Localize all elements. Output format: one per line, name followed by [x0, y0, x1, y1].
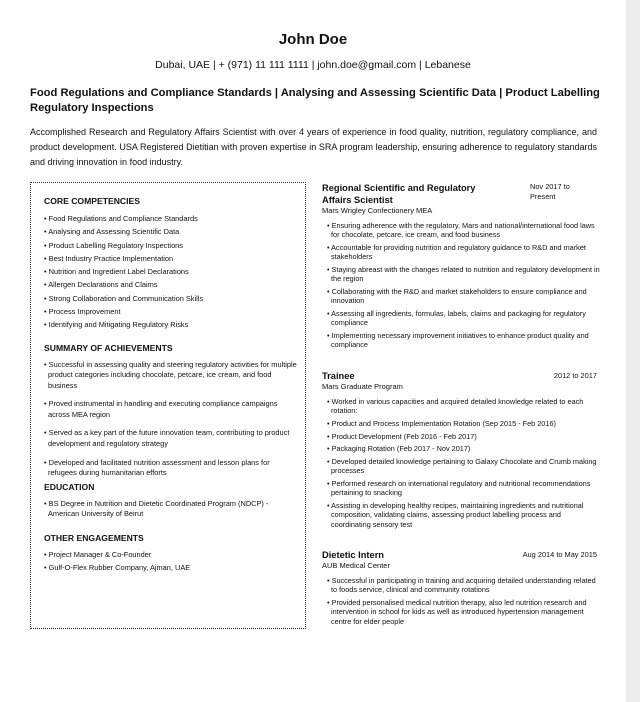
- contact-line: Dubai, UAE | + (971) 11 111 1111 | john.doe@gmail.com | Lebanese: [155, 59, 471, 71]
- list-item: • Process Improvement: [44, 307, 121, 317]
- job-organisation: Mars Graduate Program: [322, 382, 403, 391]
- list-item: • Nutrition and Ingredient Label Declarations: [44, 267, 189, 277]
- list-item: • Staying abreast with the changes related to nutrition and regulatory development in the region: [327, 264, 600, 284]
- education-list: [44, 499, 300, 523]
- list-item: • Successful in participating in training and acquiring detailed understanding related to foods service, clinical and community rotations: [327, 576, 596, 595]
- list-item: • Performed research on international regulatory and nutritional recommendations pertaining to snacking: [327, 479, 591, 498]
- core-competencies-list: [44, 214, 300, 334]
- summary-paragraph: Accomplished Research and Regulatory Affairs Scientist with over 4 years of experience in food quality, nutrition, regulatory compliance, and product development. USA Registered Dietitian with proven expertise in SRA program leadership, ensuring adherence to regulatory standards and driving innovation in food industry.: [30, 127, 597, 168]
- list-item: • Assisting in developing healthy recipes, maintaining ingredients and nutritional composition, validating claims, assessing product labelling process and coordinating sensory test: [327, 501, 584, 529]
- job-organisation: AUB Medical Center: [322, 561, 390, 570]
- list-item: • Collaborating with the R&D and market stakeholders to ensure compliance and innovation: [327, 286, 587, 306]
- job-title: Trainee: [322, 371, 355, 381]
- list-item: • Analysing and Assessing Scientific Data: [44, 227, 180, 237]
- list-item: • Successful in assessing quality and steering regulatory activities for multiple product categories including chocolate, petcare, ice cream, and food business: [44, 360, 297, 390]
- list-item: • Allergen Declarations and Claims: [44, 280, 158, 290]
- list-item: • Identifying and Mitigating Regulatory Risks: [44, 320, 189, 330]
- list-item: • Provided personalised medical nutrition therapy, also led nutrition research and intervention in school for kids as well as introduced hypertension management centre for elder people: [327, 597, 587, 626]
- list-item: • Product Development (Feb 2016 - Feb 2017): [327, 431, 477, 441]
- education-heading: EDUCATION: [44, 482, 95, 492]
- list-item: • Product and Process Implementation Rotation (Sep 2015 - Feb 2016): [327, 418, 556, 428]
- achievements-heading: SUMMARY OF ACHIEVEMENTS: [44, 343, 173, 353]
- list-item: • Developed detailed knowledge pertaining to Galaxy Chocolate and Crumb making processes: [327, 457, 597, 476]
- headline: Food Regulations and Compliance Standards | Analysing and Assessing Scientific Data | Product Labelling Regulatory Inspections: [30, 87, 600, 114]
- left-column-box: [30, 182, 306, 629]
- viewer-edge-strip: [626, 0, 640, 702]
- list-item: • Food Regulations and Compliance Standards: [44, 214, 198, 223]
- experience-entry: [322, 182, 600, 353]
- job-date: 2012 to 2017: [553, 371, 597, 380]
- job-bullets: [322, 576, 600, 626]
- achievements-list: [44, 360, 300, 487]
- list-item: • Developed and facilitated nutrition assessment and lesson plans for refugees during humanitarian efforts: [44, 457, 270, 477]
- job-title: Dietetic Intern: [322, 550, 384, 560]
- list-item: • Product Labelling Regulatory Inspections: [44, 240, 183, 250]
- list-item: • BS Degree in Nutrition and Dietetic Coordinated Program (NDCP) - American University of Beirut: [44, 499, 269, 519]
- list-item: • Ensuring adherence with the regulatory, Mars and national/international food laws for chocolate, petcare, ice cream, and food business: [327, 221, 595, 240]
- list-item: • Proved instrumental in handling and executing compliance campaigns across MEA region: [44, 399, 278, 419]
- list-item: • Packaging Rotation (Feb 2017 - Nov 2017): [327, 444, 471, 454]
- job-date: Aug 2014 to May 2015: [522, 550, 597, 559]
- job-title: Regional Scientific and Regulatory Affairs Scientist: [322, 183, 476, 205]
- job-bullets: [322, 221, 600, 350]
- core-competencies-heading: CORE COMPETENCIES: [44, 196, 140, 206]
- list-item: • Served as a key part of the future innovation team, contributing to product development and regulatory strategy: [44, 428, 290, 448]
- experience-entry: [322, 370, 600, 532]
- list-item: • Implementing necessary improvement initiatives to enhance product quality and compliance: [327, 330, 589, 350]
- list-item: • Project Manager & Co-Founder: [44, 550, 152, 559]
- engagements-heading: OTHER ENGAGEMENTS: [44, 533, 144, 543]
- list-item: • Worked in various capacities and acquired detailed knowledge related to each rotation:: [327, 397, 584, 416]
- list-item: • Best Industry Practice Implementation: [44, 253, 174, 263]
- list-item: • Gulf-O-Flex Rubber Company, Ajman, UAE: [44, 563, 191, 573]
- candidate-name: John Doe: [278, 31, 348, 48]
- job-date: Nov 2017 to Present: [530, 182, 570, 201]
- engagements-list: [44, 550, 300, 577]
- list-item: • Assessing all ingredients, formulas, labels, claims and packaging for regulatory compliance: [327, 308, 586, 328]
- job-bullets: [322, 397, 600, 529]
- list-item: • Strong Collaboration and Communication Skills: [44, 293, 204, 303]
- list-item: • Accountable for providing nutrition and regulatory guidance to R&D and market stakeholders: [327, 242, 586, 262]
- experience-entry: [322, 549, 600, 629]
- job-organisation: Mars Wrigley Confectionery MEA: [322, 206, 433, 215]
